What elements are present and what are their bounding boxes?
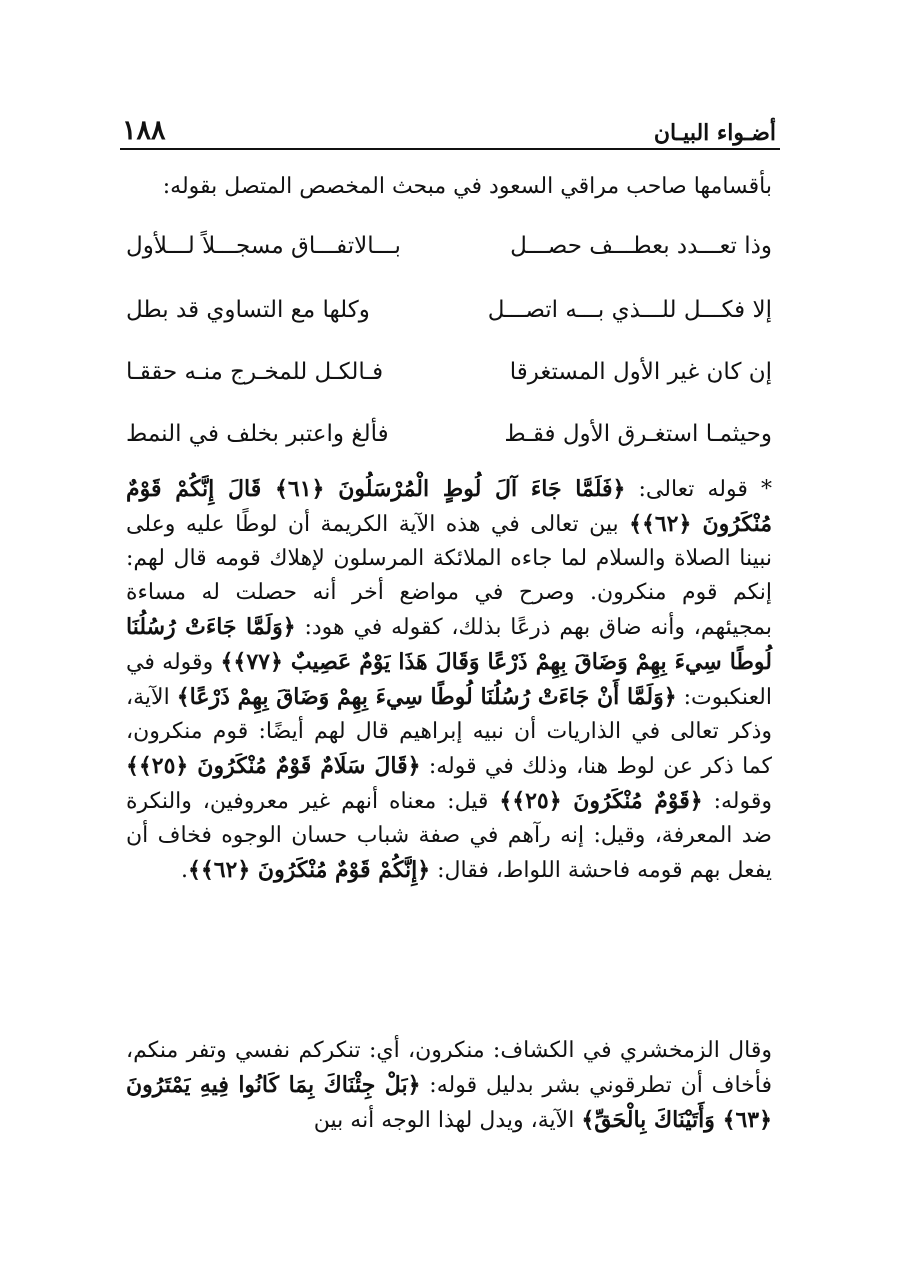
page-number: ١٨٨ [122, 115, 166, 146]
tafsir-paragraph-2 [126, 1034, 772, 1138]
para1-text-3: الآية، وذكر تعالى في الذاريات أن نبيه إبراهيم قال لهم أيضًا: قوم منكرون، كما ذكر عن لوط هنا، وذلك في قوله: [126, 685, 772, 779]
para1-text-2: وقوله في العنكبوت: [126, 650, 772, 710]
hemistich-second: فألغ واعتبر بخلف في النمط [126, 421, 389, 447]
quran-verse-hijr-62: ﴿إِنَّكُمْ قَوْمٌ مُنْكَرُونَ ﴿٦٢﴾﴾ [187, 857, 431, 883]
quran-verse-dhariyat-25: ﴿قَالَ سَلَامٌ قَوْمٌ مُنْكَرُونَ ﴿٢٥﴾﴾ [126, 753, 421, 779]
header-divider [120, 148, 780, 150]
para1-intro: * قوله تعالى: [625, 477, 772, 502]
hemistich-first: إلا فكـــل للـــذي بـــه اتصـــل [487, 297, 772, 323]
poem-verse-3 [126, 350, 772, 394]
para1-text-4: وقوله: [702, 789, 772, 814]
intro-line: بأقسامها صاحب مراقي السعود في مبحث المخصص المتصل بقوله: [162, 174, 772, 199]
poem-verse-1 [126, 224, 772, 268]
para1-text-6: . [180, 858, 188, 883]
hemistich-first: وذا تعـــدد بعطـــف حصـــل [510, 233, 772, 259]
quran-verse-dhariyat-25-b: ﴿قَوْمٌ مُنْكَرُونَ ﴿٢٥﴾﴾ [499, 788, 703, 814]
quran-verse-hijr-61-62: ﴿فَلَمَّا جَاءَ آلَ لُوطٍ الْمُرْسَلُونَ ﴿٦١﴾ قَالَ إِنَّكُمْ قَوْمٌ مُنْكَرُونَ ﴿٦٢﴾﴾ [126, 476, 772, 537]
tafsir-paragraph-1 [126, 472, 772, 888]
hemistich-first: إن كان غير الأول المستغرقا [509, 359, 772, 385]
poem-verse-2 [126, 288, 772, 332]
poem-verse-4 [126, 412, 772, 456]
hemistich-second: وكلها مع التساوي قد بطل [126, 297, 370, 323]
page-header [122, 106, 776, 146]
quran-verse-hud-77: ﴿وَلَمَّا جَاءَتْ رُسُلُنَا لُوطًا سِيءَ بِهِمْ وَضَاقَ بِهِمْ ذَرْعًا وَقَالَ هَذَا يَوْمٌ عَصِيبٌ ﴿٧٧﴾﴾ [126, 614, 773, 675]
hemistich-second: بـــالاتفـــاق مسجـــلاً لـــلأول [126, 233, 401, 259]
quran-verse-hijr-63-64: ﴿بَلْ جِئْنَاكَ بِمَا كَانُوا فِيهِ يَمْتَرُونَ ﴿٦٣﴾ وَأَتَيْنَاكَ بِالْحَقِّ﴾ [126, 1072, 772, 1133]
hemistich-first: وحيثمـا استغـرق الأول فقـط [504, 421, 772, 447]
book-title: أضـواء البيـان [653, 120, 776, 146]
para1-text-5: قيل: معناه أنهم غير معروفين، والنكرة ضد المعرفة، وقيل: إنه رآهم في صفة شباب حسان الوجوه فخاف أن يفعل بهم قومه فاحشة اللواط، فقال: [126, 789, 772, 883]
hemistich-second: فـالكـل للمخـرج منـه حققـا [126, 359, 384, 385]
quran-verse-ankabut-33: ﴿وَلَمَّا أَنْ جَاءَتْ رُسُلُنَا لُوطًا سِيءَ بِهِمْ وَضَاقَ بِهِمْ ذَرْعًا﴾ [176, 684, 677, 710]
para2-text-2: الآية، ويدل لهذا الوجه أنه بين [313, 1108, 582, 1133]
para2-text-1: وقال الزمخشري في الكشاف: منكرون، أي: تنكركم نفسي وتفر منكم، فأخاف أن تطرقوني بشر بدليل قوله: [126, 1038, 772, 1098]
para1-text-1: بين تعالى في هذه الآية الكريمة أن لوطًا عليه وعلى نبينا الصلاة والسلام لما جاءه الملائكة المرسلون لإهلاك قومه قال لهم: إنكم قوم منكرون. وصرح في مواضع أخر أنه حصلت له مساءة بمجيئهم، وأنه ضاق بهم ذرعًا بذلك، كقوله في هود: [126, 512, 772, 640]
